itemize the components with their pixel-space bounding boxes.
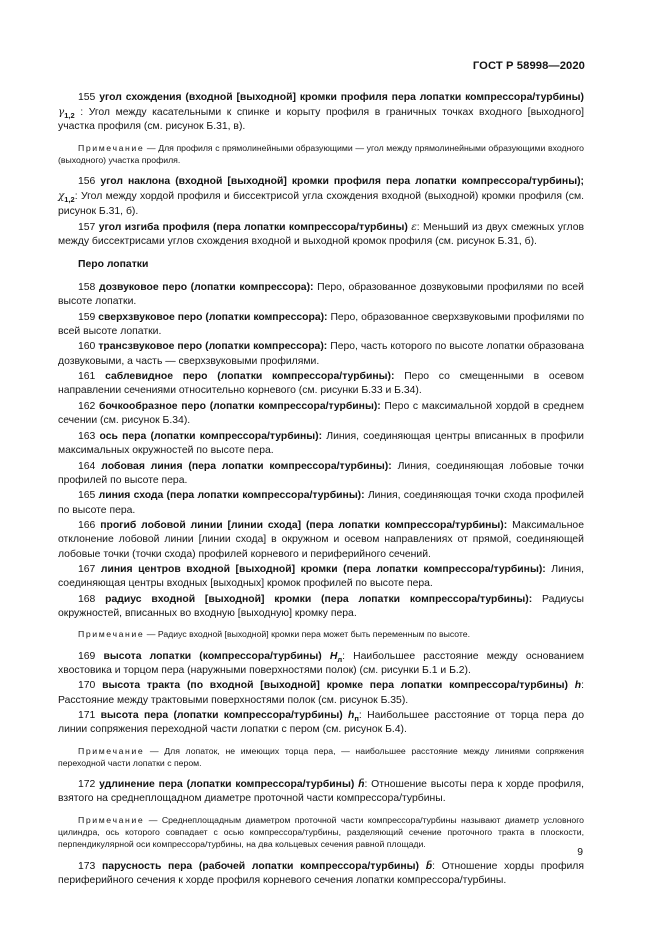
term-title: линия центров входной [выходной] кромки (пера лопатки компрессора/турбины): — [100, 564, 546, 576]
term-symbol: h — [574, 680, 582, 692]
term-number: 172 — [78, 779, 100, 791]
term-definition: : Угол между касательными к спинке и корыту профиля в граничных точках входного [выходного] участка профиля (см. рисунок Б.31, в). — [58, 107, 584, 133]
note-dash: — — [144, 814, 162, 825]
term-title: дозвуковое перо (лопатки компрессора): — [98, 281, 314, 293]
term-number: 161 — [78, 371, 106, 383]
term-symbol-subscript: 1,2 — [64, 111, 75, 121]
term-definition: Максимальное отклонение лобовой линии [линии схода] в окружном и осевом направлениях от прямой, соединяющей лобовые точки (точки схода) профилей корневого и периферийного сечений. — [58, 520, 584, 560]
term-title: лобовая линия (пера лопатки компрессора/турбины): — [101, 460, 392, 472]
term-title: линия схода (пера лопатки компрессора/турбины): — [98, 490, 365, 502]
term-160 — [58, 340, 584, 368]
term-title: угол схождения (входной [выходной] кромки профиля пера лопатки компрессора/турбины) — [99, 92, 584, 103]
term-definition: : Отношение хорды профиля периферийного сечения к хорде профиля корневого сечения лопатки компрессора/турбины. — [58, 860, 584, 886]
term-165 — [58, 489, 584, 517]
term-number: 158 — [78, 281, 99, 293]
term-symbol: γ — [58, 106, 65, 119]
note-155 — [58, 142, 584, 167]
term-title: парусность пера (рабочей лопатки компрессора/турбины) — [102, 860, 420, 872]
term-definition: : Расстояние между трактовыми поверхностями полок (см. рисунок Б.35). — [58, 680, 584, 706]
note-label: Примечание — [78, 629, 145, 640]
term-definition: : Угол между хордой профиля и биссектрисой угла схождения входной (выходной) кромки профиля (см. рисунок Б.31, б). — [58, 191, 584, 217]
term-title: высота тракта (по входной [выходной] кромке пера лопатки компрессора/турбины) — [102, 680, 568, 692]
term-definition: : Наибольшее расстояние от торца пера до линии сопряжения переходной части лопатки с пером (см. рисунок Б.4). — [58, 710, 585, 736]
term-161 — [58, 370, 584, 398]
term-number: 155 — [78, 92, 100, 103]
term-definition: Линия, соединяющая центры вписанных в профили максимальных окружностей по высоте пера. — [58, 430, 584, 456]
term-number: 173 — [78, 860, 103, 872]
page-content — [58, 91, 584, 889]
note-text: Радиус входной [выходной] кромки пера может быть переменным по высоте. — [157, 629, 471, 640]
note-dash: — — [144, 745, 165, 756]
note-label: Примечание — [78, 142, 145, 153]
term-168 — [58, 593, 584, 621]
term-number: 160 — [78, 341, 99, 353]
term-definition: Линия, соединяющая точки схода профилей по высоте пера. — [58, 490, 584, 516]
term-157 — [58, 220, 584, 249]
term-167 — [58, 563, 584, 591]
term-title: угол изгиба профиля (пера лопатки компрессора/турбины) — [98, 222, 408, 234]
term-symbol: h̄ — [358, 779, 365, 791]
term-title: высота лопатки (компрессора/турбины) — [103, 650, 322, 662]
term-symbol: ε — [411, 221, 417, 234]
term-172 — [58, 778, 584, 806]
term-number: 166 — [78, 520, 101, 532]
term-symbol: b̄ — [425, 860, 433, 872]
term-definition: Линия, соединяющая центры входных [выходных] кромок профилей по высоте пера. — [58, 564, 584, 590]
term-title: трансзвуковое перо (лопатки компрессора): — [98, 341, 328, 353]
term-definition: Перо с максимальной хордой в среднем сечении (см. рисунок Б.34). — [58, 401, 584, 427]
term-164 — [58, 460, 584, 488]
term-symbol-subscript: п — [354, 714, 359, 724]
term-definition: Перо, образованное дозвуковыми профилями по всей высоте лопатки. — [58, 281, 584, 308]
term-170 — [58, 679, 584, 707]
term-title: саблевидное перо (лопатки компрессора/турбины): — [105, 371, 395, 383]
term-number: 169 — [78, 650, 104, 662]
page-number: 9 — [577, 847, 583, 858]
term-number: 156 — [78, 176, 101, 188]
term-158 — [58, 281, 584, 309]
term-169 — [58, 650, 584, 678]
note-label: Примечание — [78, 745, 145, 756]
term-173 — [58, 860, 584, 888]
term-title: радиус входной [выходной] кромки (пера лопатки компрессора/турбины): — [105, 593, 533, 605]
term-155 — [58, 91, 584, 135]
term-number: 163 — [78, 430, 100, 442]
term-171 — [58, 709, 584, 737]
section-heading: Перо лопатки — [78, 258, 149, 270]
term-symbol: H — [329, 650, 338, 662]
term-number: 165 — [78, 490, 99, 502]
term-definition: Линия, соединяющая лобовые точки профилей по высоте пера. — [58, 460, 584, 486]
term-number: 170 — [78, 680, 103, 692]
term-number: 162 — [78, 401, 100, 412]
term-number: 168 — [78, 593, 106, 605]
term-number: 159 — [78, 311, 99, 323]
term-159 — [58, 311, 584, 339]
term-symbol-subscript: л — [337, 654, 343, 664]
note-text: Для лопаток, не имеющих торца пера, — наибольшее расстояние между линиями сопряжения переходной части лопатки с пером. — [58, 745, 584, 768]
term-number: 167 — [78, 564, 101, 576]
note-172 — [58, 814, 584, 851]
term-title: прогиб лобовой линии [линии схода] (пера лопатки компрессора/турбины): — [100, 520, 508, 532]
term-title: бочкообразное перо (лопатки компрессора/турбины): — [99, 401, 381, 412]
term-definition: : Меньший из двух смежных углов между биссектрисами углов схождения входной и выходной кромок профиля (см. рисунок Б.31, б). — [58, 222, 585, 248]
term-title: угол наклона (входной [выходной] кромки профиля пера лопатки компрессора/турбины); — [100, 176, 584, 188]
term-166 — [58, 519, 584, 562]
term-definition: Радиусы окружностей, вписанных во входную [выходную] кромку пера. — [58, 593, 584, 620]
term-definition: Перо со смещенными в осевом направлении сечениями относительно корневого (см. рисунки Б.33 и Б.34). — [58, 371, 585, 397]
note-168 — [58, 628, 584, 640]
term-title: высота пера (лопатки компрессора/турбины) — [100, 710, 343, 722]
note-text: Для профиля с прямолинейными образующими — угол между прямолинейными образующими входного (выходного) участка профиля. — [58, 142, 584, 165]
term-163 — [58, 430, 584, 458]
note-dash: — — [144, 629, 158, 640]
term-symbol: h — [348, 710, 355, 722]
term-definition: Перо, образованное сверхзвуковыми профилями по всей высоте лопатки. — [58, 311, 585, 337]
document-code: ГОСТ Р 58998—2020 — [472, 60, 585, 72]
term-title: сверхзвуковое перо (лопатки компрессора): — [98, 311, 328, 323]
term-number: 171 — [78, 710, 101, 722]
term-symbol-subscript: 1,2 — [64, 195, 75, 205]
term-title: удлинение пера (лопатки компрессора/турбины) — [99, 779, 355, 791]
term-symbol: χ — [58, 190, 65, 203]
term-definition: : Отношение высоты пера к хорде профиля, взятого на среднеплощадном диаметре проточной части компрессора/турбины. — [58, 779, 584, 805]
term-number: 157 — [78, 222, 99, 234]
term-definition: : Наибольшее расстояние между основанием хвостовика и торцом пера (наружными поверхностями полок) (см. рисунки Б.1 и Б.2). — [58, 650, 584, 676]
term-number: 164 — [78, 460, 102, 472]
term-156 — [58, 175, 584, 219]
term-162 — [58, 400, 584, 428]
note-label: Примечание — [78, 814, 145, 825]
note-text: Среднеплощадным диаметром проточной части компрессора/турбины называют диаметр условного цилиндра, ось которого совпадает с осью компрессора/турбины, разделяющий сечение проточного тракта в плоскости, перпендикулярной оси компрессора/турбины, на два кольцевых сечения равной площади. — [58, 814, 585, 850]
note-dash: — — [144, 142, 159, 153]
term-title: ось пера (лопатки компрессора/турбины): — [99, 430, 323, 442]
note-171 — [58, 745, 584, 770]
term-definition: Перо, часть которого по высоте лопатки образована дозвуковыми, а часть — сверхзвуковыми профилями. — [58, 341, 585, 367]
